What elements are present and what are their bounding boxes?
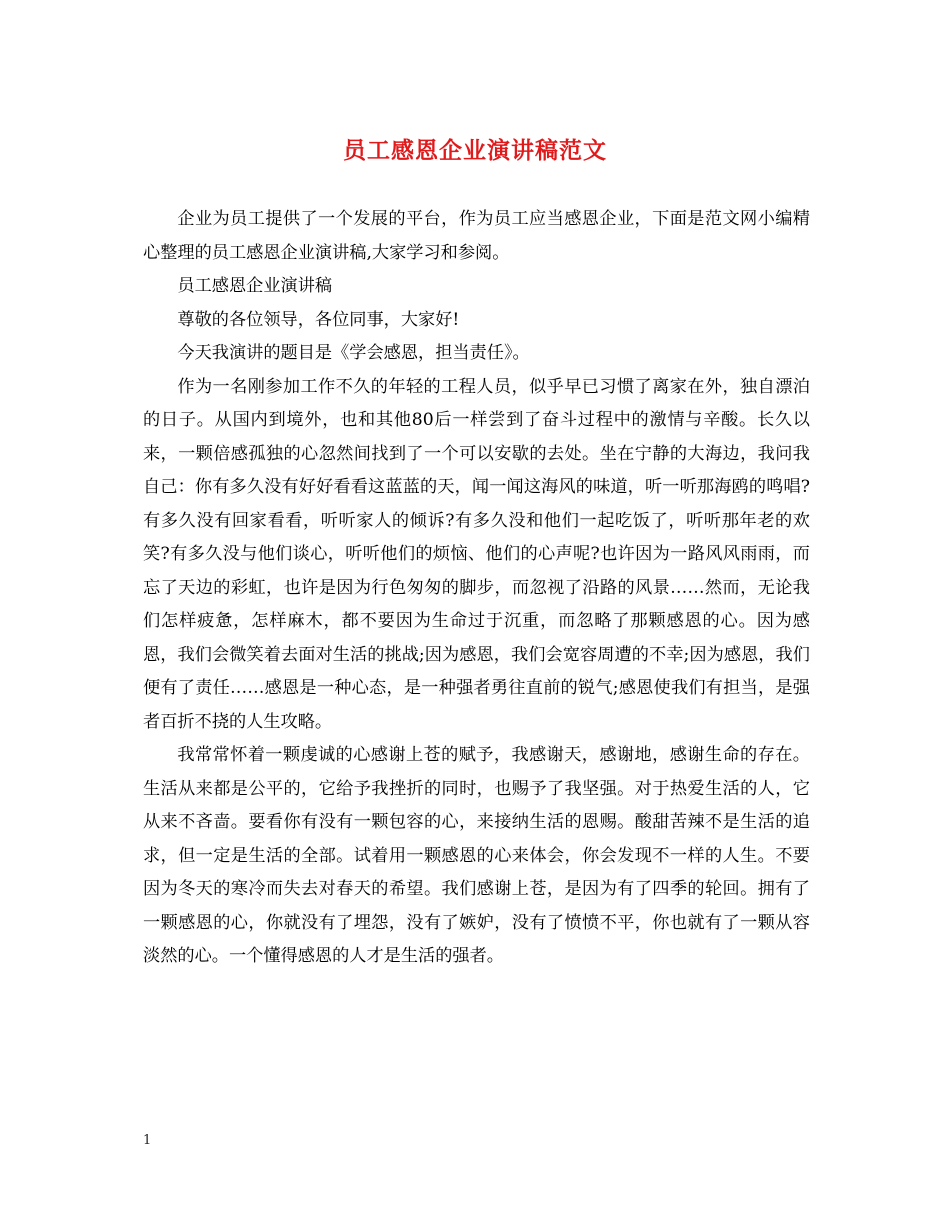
paragraph-intro: 企业为员工提供了一个发展的平台，作为员工应当感恩企业，下面是范文网小编精心整理的员工感恩企业演讲稿,大家学习和参阅。 [143,209,810,263]
document-body [143,203,810,974]
paragraph-subtitle: 员工感恩企业演讲稿 [177,276,333,296]
page-number: 1 [143,1133,152,1148]
paragraph-greeting: 尊敬的各位领导，各位同事，大家好! [177,309,460,330]
document-title: 员工感恩企业演讲稿范文 [343,138,607,164]
paragraph-topic: 今天我演讲的题目是《学会感恩，担当责任》。 [177,343,530,363]
paragraph-body-2: 我常常怀着一颗虔诚的心感谢上苍的赋予，我感谢天，感谢地，感谢生命的存在。生活从来都是公平的，它给予我挫折的同时，也赐予了我坚强。对于热爱生活的人，它从来不吝啬。要看你有没有一颗包容的心，来接纳生活的恩赐。酸甜苦辣不是生活的追求，但一定是生活的全部。试着用一颗感恩的心来体会，你会发现不一样的人生。不要因为冬天的寒冷而失去对春天的希望。我们感谢上苍，是因为有了四季的轮回。拥有了一颗感恩的心，你就没有了埋怨，没有了嫉妒，没有了愤愤不平，你也就有了一颗从容淡然的心。一个懂得感恩的人才是生活的强者。 [143,745,810,966]
paragraph-body-1: 作为一名刚参加工作不久的年轻的工程人员，似乎早已习惯了离家在外，独自漂泊的日子。从国内到境外，也和其他80后一样尝到了奋斗过程中的激情与辛酸。长久以来，一颗倍感孤独的心忽然间找到了一个可以安歇的去处。坐在宁静的大海边，我问我自己：你有多久没有好好看看这蓝蓝的天，闻一闻这海风的味道，听一听那海鸥的鸣唱?有多久没有回家看看，听听家人的倾诉?有多久没和他们一起吃饭了，听听那年老的欢笑?有多久没与他们谈心，听听他们的烦恼、他们的心声呢?也许因为一路风风雨雨，而忘了天边的彩虹，也许是因为行色匆匆的脚步，而忽视了沿路的风景……然而，无论我们怎样疲惫，怎样麻木，都不要因为生命过于沉重，而忽略了那颗感恩的心。因为感恩，我们会微笑着去面对生活的挑战;因为感恩，我们会宽容周遭的不幸;因为感恩，我们便有了责任……感恩是一种心态，是一种强者勇往直前的锐气;感恩使我们有担当，是强者百折不挠的人生攻略。 [143,376,810,732]
